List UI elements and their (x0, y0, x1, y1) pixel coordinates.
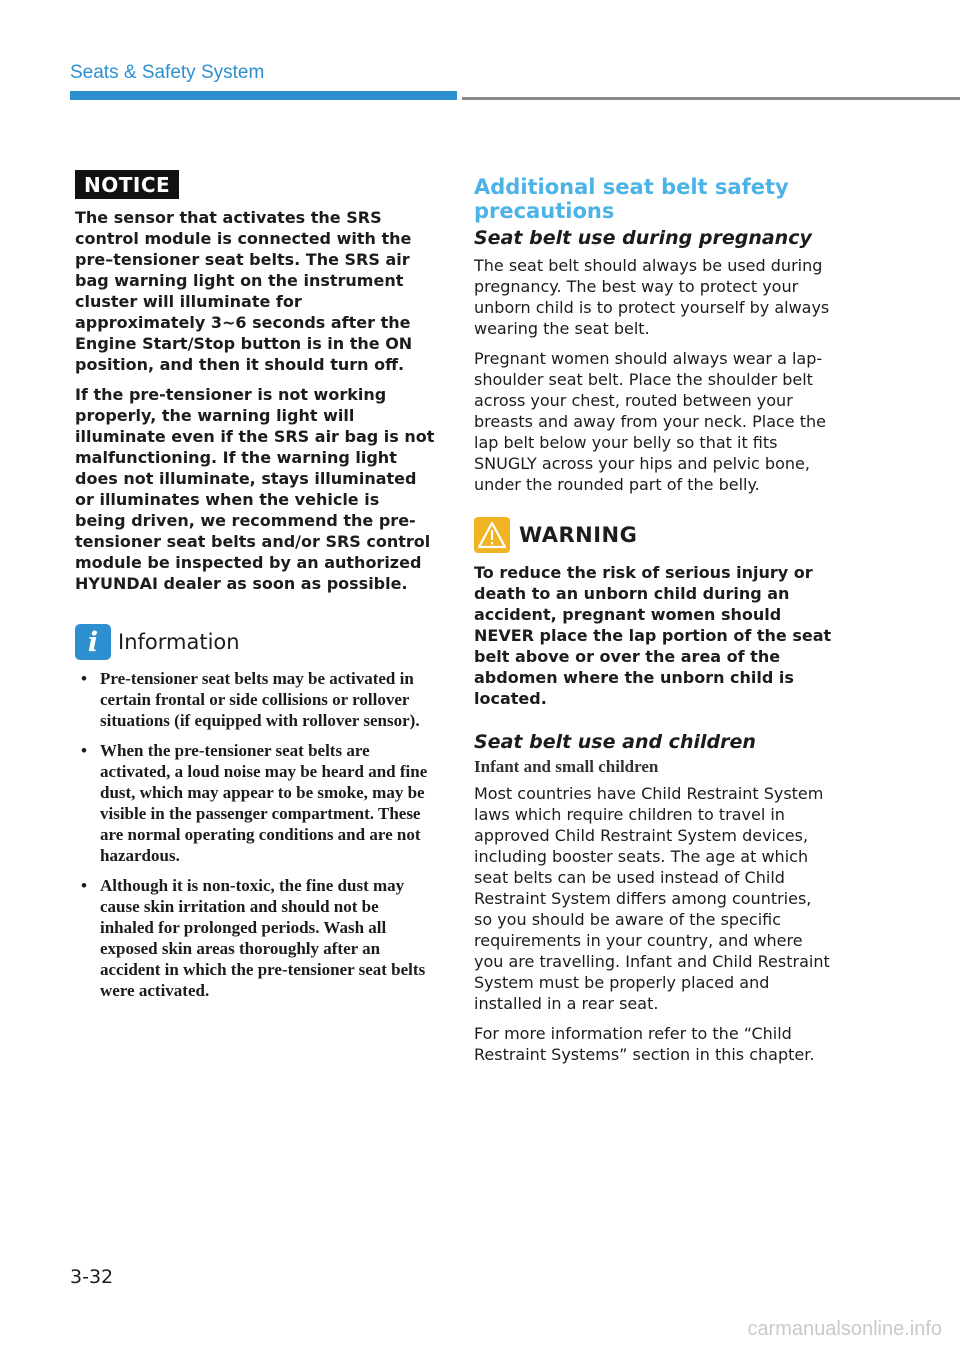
notice-paragraph: The sensor that activates the SRS control module is connected with the pre–tensioner seat belts. The SRS air bag warning light on the instrument cluster will illuminate for approximately 3~6 seconds after the Engine Start/Stop button is in the ON position, and then it should turn off. (75, 208, 413, 374)
information-header (75, 624, 435, 660)
warning-header (474, 517, 834, 553)
list-item-text: Although it is non-toxic, the fine dust may cause skin irritation and should not be inhaled for prolonged periods. Wash all exposed skin areas thoroughly after an accident in which the pre-tensioner seat belts were activated. (100, 876, 426, 1000)
bullet: • (81, 669, 87, 688)
pregnancy-title: Seat belt use during pregnancy (474, 227, 812, 249)
infant-title: Infant and small children (474, 757, 659, 776)
children-title: Seat belt use and children (474, 731, 756, 753)
list-item (75, 875, 435, 1001)
information-title: Information (118, 630, 240, 654)
information-list (75, 668, 435, 1001)
warning-icon (474, 517, 510, 553)
section-header: Seats & Safety System (70, 62, 265, 83)
page-number: 3-32 (70, 1266, 114, 1288)
left-column (75, 170, 435, 1010)
pregnancy-paragraph: Pregnant women should always wear a lap-shoulder seat belt. Place the shoulder belt across your chest, routed between your breasts and away from your neck. Place the lap belt below your belly so that it fits SNUGLY across your hips and pelvic bone, under the rounded part of the belly. (474, 349, 826, 494)
children-paragraph: For more information refer to the “Child Restraint Systems” section in this chapter. (474, 1024, 815, 1064)
header-rule-gray (462, 97, 960, 100)
header-rule-blue (70, 91, 457, 100)
section-title: Additional seat belt safety precautions (474, 175, 789, 223)
watermark: carmanualsonline.info (747, 1318, 942, 1340)
children-paragraph: Most countries have Child Restraint System laws which require children to travel in approved Child Restraint System devices, including booster seats. The age at which seat belts can be used instead of Child Restraint System differs among countries, so you should be aware of the specific requirements in your country, and where you are travelling. Infant and Child Restraint System must be properly placed and installed in a rear seat. (474, 784, 830, 1013)
bullet: • (81, 876, 87, 895)
list-item (75, 668, 435, 731)
pregnancy-paragraph: The seat belt should always be used during pregnancy. The best way to protect your unborn child is to protect yourself by always wearing the seat belt. (474, 256, 830, 338)
info-icon: i (75, 624, 111, 660)
bullet: • (81, 741, 87, 760)
list-item (75, 740, 435, 866)
list-item-text: Pre-tensioner seat belts may be activated in certain frontal or side collisions or rollover situations (if equipped with rollover sensor). (100, 669, 420, 730)
warning-title: WARNING (519, 523, 638, 547)
notice-paragraph: If the pre-tensioner is not working properly, the warning light will illuminate even if the SRS air bag is not malfunctioning. If the warning light does not illuminate, stays illuminated or illuminates when the vehicle is being driven, we recommend the pre-tensioner seat belts and/or SRS control module be inspected by an authorized HYUNDAI dealer as soon as possible. (75, 385, 435, 593)
warning-text: To reduce the risk of serious injury or death to an unborn child during an accident, pregnant women should NEVER place the lap portion of the seat belt above or over the area of the abdomen where the unborn child is located. (474, 563, 832, 708)
list-item-text: When the pre-tensioner seat belts are activated, a loud noise may be heard and fine dust, which may appear to be smoke, may be visible in the passenger compartment. These are normal operating conditions and are not hazardous. (100, 741, 428, 865)
notice-label: NOTICE (75, 170, 179, 199)
right-column (474, 175, 834, 1074)
